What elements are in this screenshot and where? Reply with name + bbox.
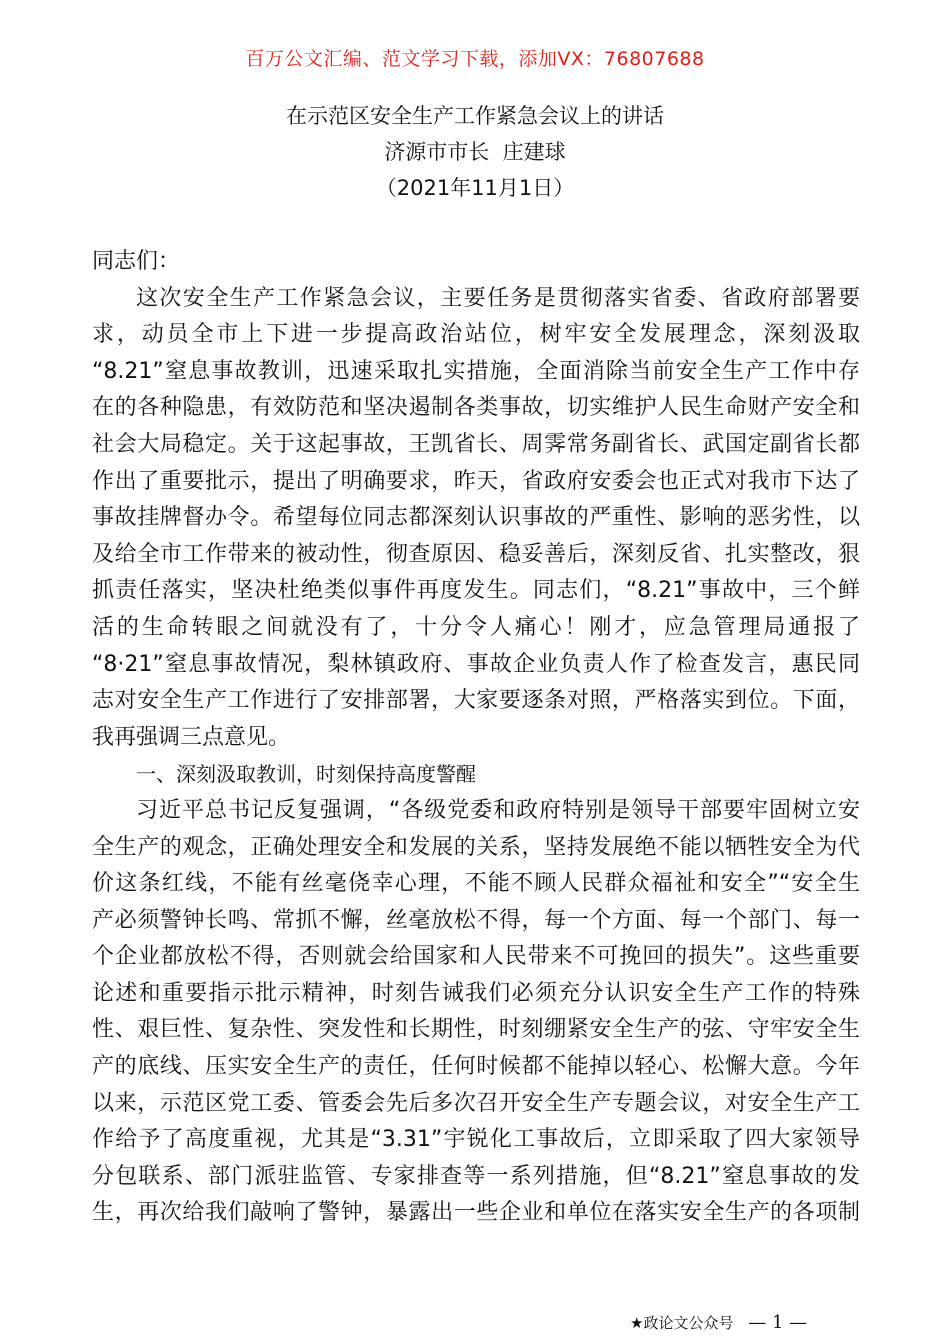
footer-source: ★政论文公众号	[630, 1314, 734, 1332]
title-block	[0, 98, 950, 206]
paragraph-line: 习近平总书记反复强调，“各级党委和政府特别是领导干部要牢固树立安	[136, 797, 860, 823]
paragraph-line: 以来，示范区党工委、管委会先后多次召开安全生产专题会议，对安全生产工	[92, 1090, 860, 1116]
paragraph-1	[92, 281, 860, 757]
paragraph-line: 产必须警钟长鸣、常抓不懈，丝毫放松不得，每一个方面、每一个部门、每一	[92, 907, 860, 933]
paragraph-line: 活的生命转眼之间就没有了，十分令人痛心！刚才，应急管理局通报了	[92, 614, 860, 640]
paragraph-2	[92, 793, 860, 1232]
page-footer	[630, 1312, 807, 1333]
paragraph-line: 及给全市工作带来的被动性，彻查原因、稳妥善后，深刻反省、扎实整改，狠	[92, 541, 860, 567]
page-number: — 1 —	[748, 1312, 808, 1333]
speaker-line: 济源市市长 庄建球	[384, 140, 566, 164]
paragraph-line: 生，再次给我们敲响了警钟，暴露出一些企业和单位在落实安全生产的各项制	[92, 1200, 860, 1226]
paragraph-line: “8.21”窒息事故教训，迅速采取扎实措施，全面消除当前安全生产工作中存	[92, 358, 860, 384]
paragraph-line: 求，动员全市上下进一步提高政治站位，树牢安全发展理念，深刻汲取	[92, 322, 860, 348]
paragraph-line: 分包联系、部门派驻监管、专家排查等一系列措施，但“8.21”窒息事故的发	[92, 1163, 860, 1189]
paragraph-line: 事故挂牌督办令。希望每位同志都深刻认识事故的严重性、影响的恶劣性，以	[92, 505, 860, 531]
paragraph-line: “8·21”窒息事故情况，梨林镇政府、事故企业负责人作了检查发言，惠民同	[92, 651, 860, 677]
paragraph-line: 在的各种隐患，有效防范和坚决遏制各类事故，切实维护人民生命财产安全和	[92, 395, 860, 421]
paragraph-line: 抓责任落实，坚决杜绝类似事件再度发生。同志们，“8.21”事故中，三个鲜	[92, 578, 860, 604]
paragraph-line: 价这条红线，不能有丝毫侥幸心理，不能不顾人民群众福祉和安全”“安全生	[92, 871, 860, 897]
date-line: （2021年11月1日）	[375, 176, 575, 200]
document-body	[92, 244, 860, 1232]
paragraph-line: 志对安全生产工作进行了安排部署，大家要逐条对照，严格落实到位。下面，	[92, 688, 860, 714]
paragraph-line: 全生产的观念，正确处理安全和发展的关系，坚持发展绝不能以牺牲安全为代	[92, 834, 860, 860]
greeting: 同志们：	[92, 249, 181, 274]
paragraph-line: 个企业都放松不得，否则就会给国家和人民带来不可挽回的损失”。这些重要	[92, 944, 860, 970]
paragraph-line: 产的底线、压实安全生产的责任，任何时候都不能掉以轻心、松懈大意。今年	[92, 1054, 860, 1080]
promo-banner: 百万公文汇编、范文学习下载，添加VX：76807688	[245, 48, 705, 70]
section-heading-1: 一、深刻汲取教训，时刻保持高度警醒	[136, 762, 476, 787]
paragraph-line: 性、艰巨性、复杂性、突发性和长期性，时刻绷紧安全生产的弦、守牢安全生	[92, 1017, 860, 1043]
paragraph-line: 社会大局稳定。关于这起事故，王凯省长、周霁常务副省长、武国定副省长都	[92, 431, 860, 457]
paragraph-line: 作给予了高度重视，尤其是“3.31”宇锐化工事故后，立即采取了四大家领导	[92, 1127, 860, 1153]
paragraph-line: 作出了重要批示，提出了明确要求，昨天，省政府安委会也正式对我市下达了	[92, 468, 860, 494]
paragraph-line: 这次安全生产工作紧急会议，主要任务是贯彻落实省委、省政府部署要	[136, 285, 860, 311]
paragraph-line: 我再强调三点意见。	[92, 724, 291, 750]
paragraph-line: 论述和重要指示批示精神，时刻告诫我们必须充分认识安全生产工作的特殊	[92, 980, 860, 1006]
speech-title: 在示范区安全生产工作紧急会议上的讲话	[286, 104, 664, 128]
